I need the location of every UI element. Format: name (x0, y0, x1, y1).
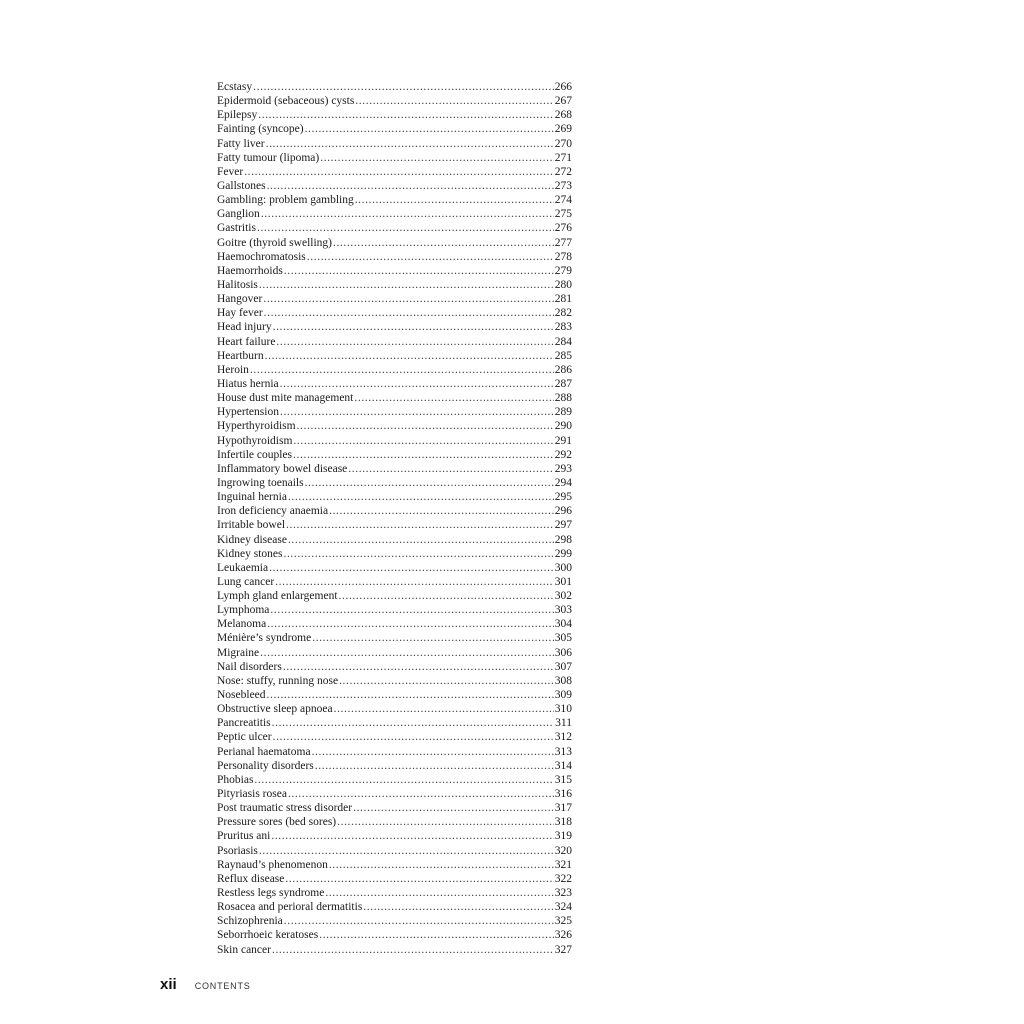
toc-entry (217, 151, 572, 165)
toc-entry-title: Migraine (217, 646, 260, 659)
toc-entry-title: Nose: stuffy, running nose (217, 674, 339, 687)
dot-leader (293, 448, 554, 462)
dot-leader (263, 292, 553, 306)
toc-entry (217, 702, 572, 716)
toc-entry-page: 315 (554, 773, 572, 786)
toc-entry (217, 250, 572, 264)
dot-leader (339, 589, 554, 603)
dot-leader (285, 872, 553, 886)
dot-leader (267, 617, 554, 631)
toc-entry (217, 815, 572, 829)
toc-entry-page: 277 (554, 236, 572, 249)
dot-leader (280, 377, 554, 391)
toc-entry-title: Fainting (syncope) (217, 123, 304, 136)
toc-entry (217, 349, 572, 363)
toc-entry-title: Hay fever (217, 307, 263, 320)
toc-entry-page: 268 (554, 109, 572, 122)
toc-entry-title: Lymphoma (217, 604, 270, 617)
toc-entry (217, 377, 572, 391)
toc-entry-title: Pressure sores (bed sores) (217, 816, 337, 829)
toc-entry-title: Lung cancer (217, 575, 275, 588)
toc-entry (217, 448, 572, 462)
dot-leader (272, 943, 554, 957)
toc-entry-title: Infertile couples (217, 448, 293, 461)
table-of-contents (217, 80, 572, 957)
toc-entry-title: Peptic ulcer (217, 731, 272, 744)
toc-entry (217, 900, 572, 914)
dot-leader (319, 928, 554, 942)
toc-entry-page: 267 (554, 95, 572, 108)
toc-entry-title: Hiatus hernia (217, 377, 279, 390)
toc-entry-page: 269 (554, 123, 572, 136)
toc-entry (217, 646, 572, 660)
toc-entry (217, 533, 572, 547)
toc-entry (217, 278, 572, 292)
dot-leader (312, 631, 554, 645)
toc-entry-page: 322 (554, 872, 572, 885)
dot-leader (267, 688, 554, 702)
toc-entry-title: Perianal haematoma (217, 745, 311, 758)
toc-entry (217, 745, 572, 759)
dot-leader (334, 702, 554, 716)
toc-entry-title: Melanoma (217, 618, 267, 631)
dot-leader (257, 221, 554, 235)
dot-leader (258, 108, 554, 122)
toc-entry (217, 575, 572, 589)
dot-leader (265, 349, 554, 363)
toc-entry (217, 363, 572, 377)
toc-entry-page: 308 (554, 674, 572, 687)
dot-leader (353, 801, 554, 815)
dot-leader (363, 900, 553, 914)
toc-entry-title: Skin cancer (217, 943, 271, 956)
toc-entry-title: Restless legs syndrome (217, 887, 325, 900)
toc-entry-page: 307 (554, 660, 572, 673)
toc-entry (217, 179, 572, 193)
toc-entry-title: Halitosis (217, 278, 258, 291)
toc-entry (217, 688, 572, 702)
toc-entry (217, 236, 572, 250)
toc-entry (217, 221, 572, 235)
toc-entry-title: Kidney disease (217, 533, 287, 546)
toc-entry-title: Kidney stones (217, 547, 283, 560)
dot-leader (307, 250, 554, 264)
toc-entry (217, 193, 572, 207)
toc-entry-page: 271 (554, 151, 572, 164)
toc-entry (217, 759, 572, 773)
toc-entry-page: 292 (554, 448, 572, 461)
dot-leader (355, 193, 554, 207)
toc-entry (217, 504, 572, 518)
dot-leader (348, 462, 553, 476)
toc-entry-page: 286 (554, 363, 572, 376)
dot-leader (280, 405, 554, 419)
dot-leader (273, 320, 554, 334)
toc-entry-page: 278 (554, 250, 572, 263)
toc-entry-page: 313 (554, 745, 572, 758)
toc-entry (217, 292, 572, 306)
toc-entry-title: Goitre (thyroid swelling) (217, 236, 332, 249)
dot-leader (354, 391, 553, 405)
toc-entry (217, 716, 572, 730)
toc-entry-page: 309 (554, 689, 572, 702)
toc-entry (217, 434, 572, 448)
dot-leader (320, 151, 554, 165)
dot-leader (261, 207, 554, 221)
toc-entry-title: Heartburn (217, 349, 264, 362)
dot-leader (259, 278, 554, 292)
toc-entry-page: 294 (554, 476, 572, 489)
toc-entry-title: Fever (217, 165, 244, 178)
toc-entry-title: Ecstasy (217, 81, 253, 93)
toc-entry (217, 518, 572, 532)
page-number: xii (160, 976, 177, 993)
toc-entry-page: 300 (554, 561, 572, 574)
dot-leader (250, 363, 554, 377)
toc-entry-title: Hangover (217, 293, 263, 306)
toc-entry (217, 886, 572, 900)
toc-entry (217, 320, 572, 334)
toc-entry-title: Nosebleed (217, 689, 266, 702)
toc-entry-title: Psoriasis (217, 844, 258, 857)
toc-entry-title: Leukaemia (217, 561, 269, 574)
dot-leader (273, 730, 554, 744)
dot-leader (260, 646, 554, 660)
toc-entry (217, 928, 572, 942)
dot-leader (270, 603, 553, 617)
toc-entry (217, 80, 572, 94)
toc-entry (217, 462, 572, 476)
dot-leader (355, 94, 553, 108)
toc-entry (217, 108, 572, 122)
dot-leader (264, 306, 554, 320)
toc-entry-page: 279 (554, 264, 572, 277)
toc-entry-title: Pityriasis rosea (217, 788, 287, 801)
dot-leader (259, 844, 554, 858)
toc-entry-page: 316 (554, 788, 572, 801)
toc-entry-title: Hypothyroidism (217, 434, 293, 447)
toc-entry-title: Ménière’s syndrome (217, 632, 312, 645)
toc-entry-page: 298 (554, 533, 572, 546)
toc-entry (217, 603, 572, 617)
toc-entry-page: 325 (554, 915, 572, 928)
dot-leader (286, 518, 554, 532)
dot-leader (305, 476, 554, 490)
dot-leader (325, 886, 553, 900)
toc-entry (217, 490, 572, 504)
dot-leader (305, 122, 554, 136)
toc-entry-title: Personality disorders (217, 759, 314, 772)
dot-leader (283, 547, 553, 561)
toc-entry-title: Post traumatic stress disorder (217, 802, 353, 815)
dot-leader (333, 236, 554, 250)
toc-entry-page: 299 (554, 547, 572, 560)
toc-entry (217, 844, 572, 858)
dot-leader (288, 787, 554, 801)
toc-entry-page: 266 (554, 81, 572, 93)
toc-entry-title: Heroin (217, 363, 249, 376)
toc-entry-page: 317 (554, 802, 572, 815)
toc-entry-page: 310 (554, 703, 572, 716)
toc-entry-page: 291 (554, 434, 572, 447)
toc-entry-title: Ganglion (217, 208, 260, 221)
toc-entry (217, 730, 572, 744)
toc-entry (217, 335, 572, 349)
toc-entry (217, 858, 572, 872)
dot-leader (271, 829, 553, 843)
toc-entry-title: Head injury (217, 321, 272, 334)
toc-entry-title: Hypertension (217, 406, 279, 419)
toc-entry-page: 288 (554, 392, 572, 405)
dot-leader (293, 434, 553, 448)
toc-entry-title: Haemorrhoids (217, 264, 283, 277)
toc-entry-title: Epilepsy (217, 109, 258, 122)
dot-leader (288, 490, 554, 504)
toc-entry-page: 311 (555, 717, 572, 730)
toc-entry-page: 293 (554, 462, 572, 475)
toc-entry-page: 283 (554, 321, 572, 334)
toc-entry (217, 801, 572, 815)
toc-entry-page: 296 (554, 505, 572, 518)
toc-entry-page: 287 (554, 377, 572, 390)
toc-entry-page: 305 (554, 632, 572, 645)
toc-entry (217, 561, 572, 575)
toc-entry-title: Raynaud’s phenomenon (217, 858, 328, 871)
toc-entry (217, 631, 572, 645)
toc-entry-page: 312 (554, 731, 572, 744)
dot-leader (244, 165, 554, 179)
toc-entry-title: Seborrhoeic keratoses (217, 929, 319, 942)
toc-entry-page: 303 (554, 604, 572, 617)
toc-entry-page: 289 (554, 406, 572, 419)
toc-entry-title: Heart failure (217, 335, 276, 348)
toc-entry (217, 547, 572, 561)
toc-entry-page: 318 (554, 816, 572, 829)
toc-entry (217, 589, 572, 603)
toc-entry-title: Hyperthyroidism (217, 420, 296, 433)
toc-entry-page: 275 (554, 208, 572, 221)
toc-entry-page: 273 (554, 179, 572, 192)
toc-entry-title: Haemochromatosis (217, 250, 306, 263)
toc-entry-title: Fatty tumour (lipoma) (217, 151, 320, 164)
toc-entry-page: 290 (554, 420, 572, 433)
dot-leader (284, 914, 554, 928)
toc-entry-page: 301 (554, 575, 572, 588)
toc-entry (217, 872, 572, 886)
dot-leader (253, 80, 554, 94)
toc-entry-page: 274 (554, 194, 572, 207)
toc-entry-title: Phobias (217, 773, 254, 786)
toc-entry-title: Inguinal hernia (217, 491, 287, 504)
toc-entry-page: 302 (554, 590, 572, 603)
toc-entry (217, 829, 572, 843)
toc-entry-title: Schizophrenia (217, 915, 283, 928)
toc-entry (217, 787, 572, 801)
dot-leader (254, 773, 553, 787)
dot-leader (315, 759, 554, 773)
toc-entry-page: 306 (554, 646, 572, 659)
toc-entry-page: 321 (554, 858, 572, 871)
toc-entry-page: 324 (554, 901, 572, 914)
dot-leader (267, 179, 554, 193)
toc-entry-title: Gastritis (217, 222, 256, 235)
toc-entry-page: 314 (554, 759, 572, 772)
toc-entry-title: Obstructive sleep apnoea (217, 703, 333, 716)
dot-leader (339, 674, 554, 688)
toc-entry-title: Gambling: problem gambling (217, 194, 354, 207)
toc-entry (217, 207, 572, 221)
toc-entry-title: Nail disorders (217, 660, 282, 673)
toc-entry-page: 281 (554, 293, 572, 306)
toc-entry-page: 280 (554, 278, 572, 291)
toc-entry-title: Iron deficiency anaemia (217, 505, 329, 518)
dot-leader (276, 335, 553, 349)
toc-entry-page: 327 (554, 943, 572, 956)
toc-entry (217, 617, 572, 631)
toc-entry (217, 165, 572, 179)
toc-entry-page: 285 (554, 349, 572, 362)
toc-entry-title: House dust mite management (217, 392, 354, 405)
toc-entry (217, 914, 572, 928)
dot-leader (312, 745, 554, 759)
toc-entry-page: 304 (554, 618, 572, 631)
toc-entry (217, 122, 572, 136)
toc-entry-page: 270 (554, 137, 572, 150)
toc-entry-page: 323 (554, 887, 572, 900)
toc-entry-title: Gallstones (217, 179, 266, 192)
toc-entry (217, 674, 572, 688)
toc-entry-page: 297 (554, 519, 572, 532)
toc-entry-title: Pancreatitis (217, 717, 271, 730)
dot-leader (272, 716, 555, 730)
page-footer (160, 976, 251, 993)
toc-entry-title: Pruritus ani (217, 830, 271, 843)
toc-entry-title: Epidermoid (sebaceous) cysts (217, 95, 355, 108)
toc-entry-page: 320 (554, 844, 572, 857)
dot-leader (269, 561, 554, 575)
dot-leader (275, 575, 554, 589)
toc-entry (217, 943, 572, 957)
toc-entry-page: 282 (554, 307, 572, 320)
toc-entry (217, 660, 572, 674)
toc-entry (217, 306, 572, 320)
toc-entry (217, 476, 572, 490)
toc-entry-title: Lymph gland enlargement (217, 590, 338, 603)
toc-entry-title: Inflammatory bowel disease (217, 462, 348, 475)
toc-entry-page: 276 (554, 222, 572, 235)
toc-entry (217, 391, 572, 405)
toc-entry-page: 326 (554, 929, 572, 942)
toc-entry (217, 405, 572, 419)
dot-leader (288, 533, 554, 547)
toc-entry (217, 94, 572, 108)
toc-entry-title: Irritable bowel (217, 519, 286, 532)
running-footer-label: CONTENTS (194, 981, 251, 991)
toc-entry-page: 284 (554, 335, 572, 348)
dot-leader (266, 137, 554, 151)
toc-entry-title: Fatty liver (217, 137, 265, 150)
dot-leader (329, 504, 554, 518)
toc-entry-title: Reflux disease (217, 872, 285, 885)
toc-entry (217, 137, 572, 151)
dot-leader (337, 815, 554, 829)
dot-leader (283, 660, 554, 674)
toc-entry (217, 419, 572, 433)
toc-entry-title: Rosacea and perioral dermatitis (217, 901, 363, 914)
dot-leader (329, 858, 554, 872)
toc-entry-title: Ingrowing toenails (217, 476, 304, 489)
toc-entry (217, 773, 572, 787)
toc-entry (217, 264, 572, 278)
toc-entry-page: 295 (554, 491, 572, 504)
toc-entry-page: 272 (554, 165, 572, 178)
dot-leader (284, 264, 554, 278)
toc-entry-page: 319 (554, 830, 572, 843)
dot-leader (297, 419, 554, 433)
